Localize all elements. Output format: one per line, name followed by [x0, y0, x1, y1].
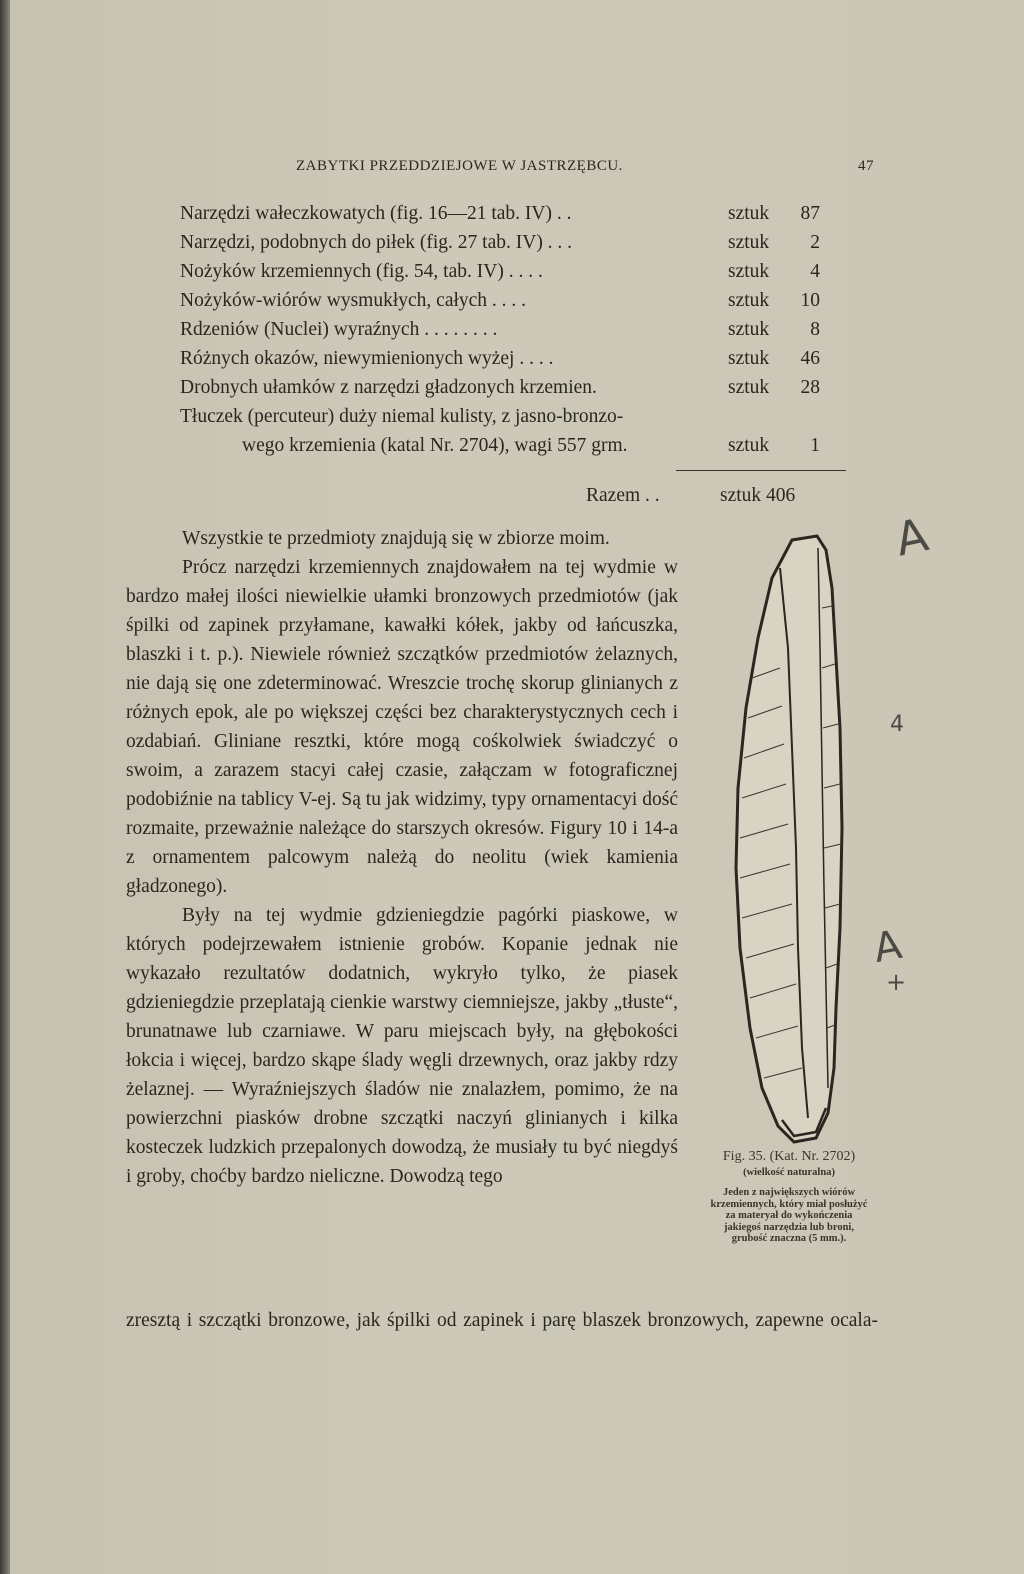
inventory-label: Drobnych ułamków z narzędzi gładzonych krzemien. [180, 377, 597, 398]
margin-note: A [870, 921, 906, 973]
inventory-unit: sztuk [728, 377, 770, 398]
inventory-count: 8 [810, 319, 820, 340]
inventory-unit: sztuk [728, 435, 770, 456]
inventory-label: Narzędzi wałeczkowatych (fig. 16—21 tab. IV) . . [180, 203, 572, 224]
inventory-label: wego krzemienia (katal Nr. 2704), wagi 557 grm. [242, 435, 628, 456]
inventory-count: 28 [800, 377, 820, 398]
total-label: Razem . . [586, 485, 660, 506]
running-title: ZABYTKI PRZEDDZIEJOWE W JASTRZĘBCU. [296, 158, 623, 174]
margin-note: + [886, 968, 907, 996]
inventory-row [180, 232, 820, 261]
inventory-unit: sztuk [728, 319, 770, 340]
inventory-label: Nożyków-wiórów wysmukłych, całych . . . . [180, 290, 527, 311]
caption-description: Jeden z największych wiórów krzemiennych, który miał posłużyć za materyał do wykończenia jakiegoś narzędzia lub broni, grubość znaczna (5 mm.). [710, 1187, 868, 1244]
inventory-row [180, 377, 820, 406]
inventory-row [180, 406, 820, 435]
inventory-row [180, 290, 820, 319]
paragraph: Były na tej wydmie gdzieniegdzie pagórki piaskowe, w których podejrzewałem istnienie grobów. Kopanie jednak nie wykazało rezultatów dodatnich, wykryło tylko, że piasek gdzieniegdzie przeplatają cienkie warstwy ciemniejsze, jakby „tłuste“, brunatnawe lub czarniawe. W paru miejscach były, na głębokości łokcia i więcej, bardzo skąpe ślady węgli drzewnych, oraz jakby rdzy żelaznej. — Wyraźniejszych śladów nie znalazłem, pomimo, że na powierzchni piasków drobne szczątki naczyń glinianych i kilka kosteczek ludzkich przepalonych dowodzą, że musiały tu być niegdyś i groby, choćby bardzo nieliczne. Dowodzą tego [126, 905, 678, 1187]
figure-caption [694, 1150, 884, 1245]
running-header [296, 158, 874, 175]
inventory-count: 10 [800, 290, 820, 311]
body-text [126, 524, 678, 1191]
book-spine [0, 0, 10, 1574]
inventory-count: 4 [810, 261, 820, 282]
flint-blade-illustration [722, 528, 872, 1158]
total-unit: sztuk [720, 485, 762, 506]
inventory-count: 46 [800, 348, 820, 369]
inventory-label: Tłuczek (percuteur) duży niemal kulisty, z jasno-bronzo- [180, 406, 624, 427]
inventory-row [180, 348, 820, 377]
margin-note: A [890, 507, 933, 567]
page-number: 47 [858, 158, 874, 174]
inventory-label: Rdzeniów (Nuclei) wyraźnych . . . . . . . . [180, 319, 498, 340]
sum-rule [676, 470, 846, 471]
inventory-row [180, 261, 820, 290]
inventory-count: 87 [800, 203, 820, 224]
margin-note: 4 [890, 712, 904, 737]
inventory-list [180, 203, 820, 464]
paragraph: Wszystkie te przedmioty znajdują się w zbiorze moim. [182, 528, 610, 549]
inventory-total [586, 485, 820, 507]
inventory-unit: sztuk [728, 261, 770, 282]
inventory-label: Nożyków krzemiennych (fig. 54, tab. IV) . . . . [180, 261, 543, 282]
inventory-unit: sztuk [728, 348, 770, 369]
inventory-label: Różnych okazów, niewymienionych wyżej . . . . [180, 348, 554, 369]
inventory-count: 2 [810, 232, 820, 253]
caption-scale: (wielkość naturalna) [743, 1167, 835, 1178]
paragraph: Prócz narzędzi krzemiennych znajdowałem na tej wydmie w bardzo małej ilości niewielkie ułamki bronzowych przedmiotów (jak śpilki od zapinek przyłamane, kawałki kółek, jakby od łańcuszka, blaszki i t. p.). Niewiele również szczątków przedmiotów żelaznych, nie dają się one zdeterminować. Wreszcie trochę skorup glinianych z różnych epok, ale po większej części bez charakterystycznych cech i ozdabiań. Gliniane resztki, które mogą cośkolwiek świadczyć o swoim, a zarazem stacyi całej czasie, załączam w fotograficznej podobiźnie na tablicy V-ej. Są tu jak widzimy, typy ornamentacyi dość rozmaite, przeważnie należące do starszych okresów. Figury 10 i 14-a z ornamentem palcowym należą do neolitu (wiek kamienia gładzonego). [126, 557, 678, 897]
inventory-label: Narzędzi, podobnych do piłek (fig. 27 tab. IV) . . . [180, 232, 573, 253]
full-width-line: zresztą i szczątki bronzowe, jak śpilki od zapinek i parę blaszek bronzowych, zapewne ocala- [126, 1310, 878, 1331]
inventory-row [180, 435, 820, 464]
inventory-unit: sztuk [728, 232, 770, 253]
inventory-row [180, 319, 820, 348]
inventory-count: 1 [810, 435, 820, 456]
inventory-unit: sztuk [728, 203, 770, 224]
inventory-row [180, 203, 820, 232]
caption-title: Fig. 35. (Kat. Nr. 2702) [722, 1149, 856, 1164]
total-count: 406 [766, 485, 796, 506]
inventory-unit: sztuk [728, 290, 770, 311]
